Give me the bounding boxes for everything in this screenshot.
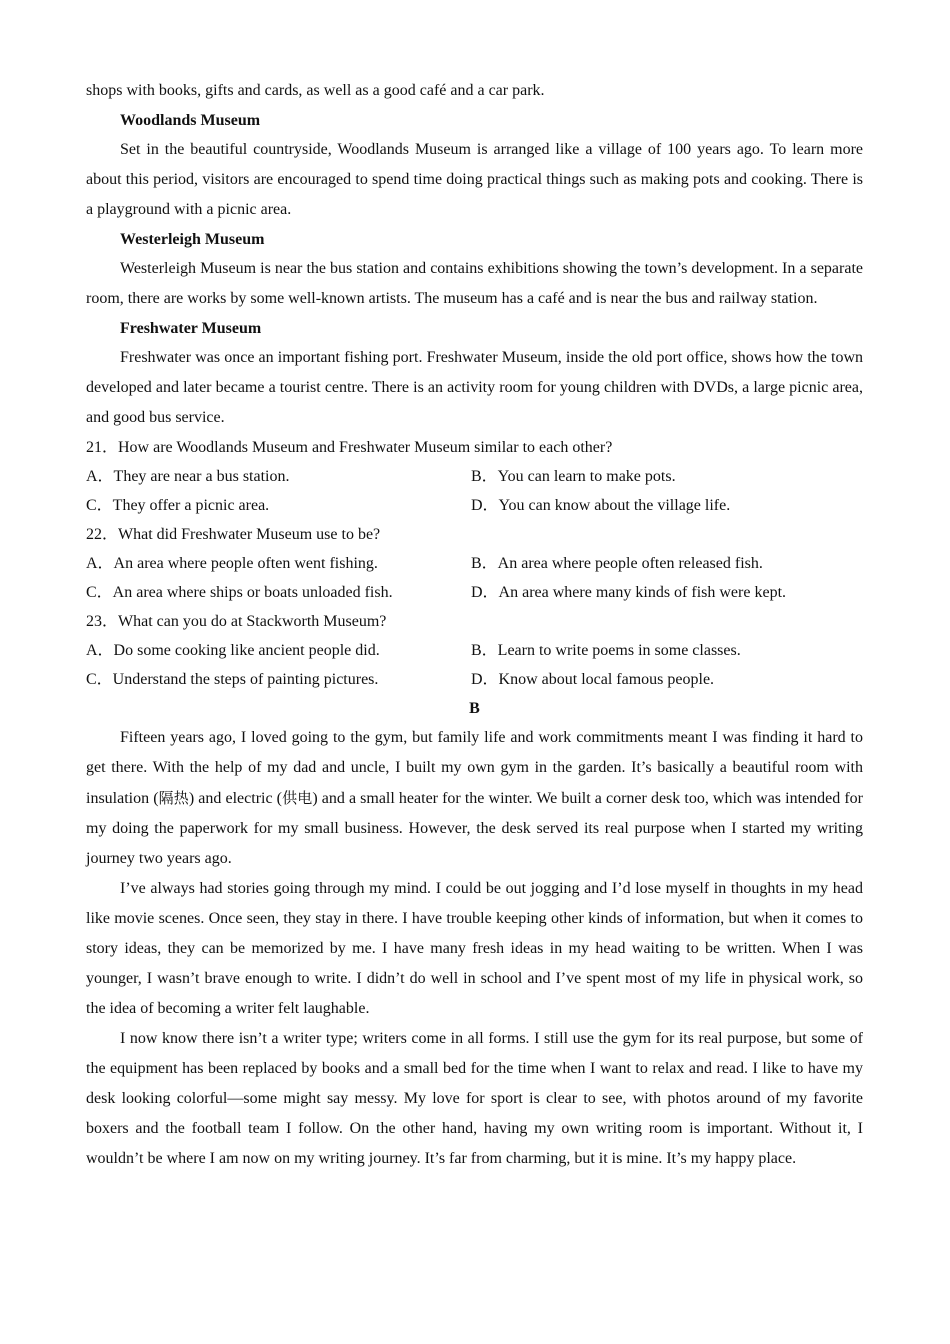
question-22-option-a: A．An area where people often went fishing.	[86, 555, 378, 572]
museum-text-freshwater: Freshwater was once an important fishing port. Freshwater Museum, inside the old port office, shows how the town developed and later became a tourist centre. There is an activity room for young children with DVDs, a large picnic area, and good bus service.	[86, 349, 863, 426]
question-21-option-d: D．You can know about the village life.	[471, 497, 731, 514]
museum-heading-freshwater: Freshwater Museum	[120, 320, 262, 337]
question-23-option-c: C．Understand the steps of painting pictures.	[86, 671, 379, 688]
museum-text-woodlands: Set in the beautiful countryside, Woodlands Museum is arranged like a village of 100 years ago. To learn more about this period, visitors are encouraged to spend time doing practical things such as making pots and cooking. There is a playground with a picnic area.	[86, 141, 863, 218]
p1-chinese-electric: 供电	[282, 789, 313, 807]
question-21-stem: 21．How are Woodlands Museum and Freshwater Museum similar to each other?	[86, 439, 613, 456]
museum-text-westerleigh: Westerleigh Museum is near the bus station and contains exhibitions showing the town’s development. In a separate room, there are works by some well-known artists. The museum has a café and is near the bus and railway station.	[86, 260, 863, 307]
question-23-option-d: D．Know about local famous people.	[471, 671, 715, 688]
question-22-option-d: D．An area where many kinds of fish were kept.	[471, 584, 787, 601]
p1-chinese-insulation: 隔热	[158, 789, 189, 807]
p1-text-c: ) and a small heater for the winter. We built a corner desk too, which was intended for my doing the paperwork for my small business. However, the desk served its real purpose when I started my writing journey two years ago.	[86, 790, 863, 867]
question-21-option-a: A．They are near a bus station.	[86, 468, 290, 485]
question-22-option-b: B．An area where people often released fish.	[471, 555, 763, 572]
passage-b-paragraph-2: I’ve always had stories going through my mind. I could be out jogging and I’d lose myself in thoughts in my head like movie scenes. Once seen, they stay in there. I have trouble keeping other kinds of information, but when it comes to story ideas, they can be memorized by me. I have many fresh ideas in my head waiting to be written. When I was younger, I wasn’t brave enough to write. I didn’t do well in school and I’ve spent most of my life in physical work, so the idea of becoming a writer felt laughable.	[86, 880, 863, 1017]
p1-text-a: Fifteen years ago, I loved going to the gym, but family life and work commitments meant I was finding it hard to get there. With the help of my dad and uncle, I built my own gym in the garden. It’s basically a beautiful room with insulation (	[86, 729, 863, 807]
question-22-option-c: C．An area where ships or boats unloaded fish.	[86, 584, 393, 601]
question-21-option-c: C．They offer a picnic area.	[86, 497, 270, 514]
museum-heading-woodlands: Woodlands Museum	[120, 112, 261, 129]
question-21-option-b: B．You can learn to make pots.	[471, 468, 676, 485]
passage-b-paragraph-3: I now know there isn’t a writer type; writers come in all forms. I still use the gym for its real purpose, but some of the equipment has been replaced by books and a small bed for the time when I want to relax and read. I like to have my desk looking colorful—some might say messy. My love for sport is clear to see, with photos around of my favorite boxers and the football team I follow. On the other hand, having my own writing room is important. Without it, I wouldn’t be where I am now on my writing journey. It’s far from charming, but it is mine. It’s my happy place.	[86, 1030, 863, 1167]
question-23-options	[86, 636, 863, 694]
question-23-stem: 23．What can you do at Stackworth Museum?	[86, 613, 387, 630]
document-page	[86, 76, 863, 1174]
question-23-option-b: B．Learn to write poems in some classes.	[471, 642, 741, 659]
passage-b-paragraph-1	[86, 723, 863, 874]
question-21-options	[86, 462, 863, 520]
question-22-options	[86, 549, 863, 607]
p1-text-b: ) and electric (	[188, 790, 282, 807]
question-23-option-a: A．Do some cooking like ancient people did.	[86, 642, 380, 659]
section-label-b: B	[469, 700, 480, 717]
museum-heading-westerleigh: Westerleigh Museum	[120, 231, 265, 248]
question-22-stem: 22．What did Freshwater Museum use to be?	[86, 526, 381, 543]
intro-tail: shops with books, gifts and cards, as well as a good café and a car park.	[86, 82, 545, 99]
